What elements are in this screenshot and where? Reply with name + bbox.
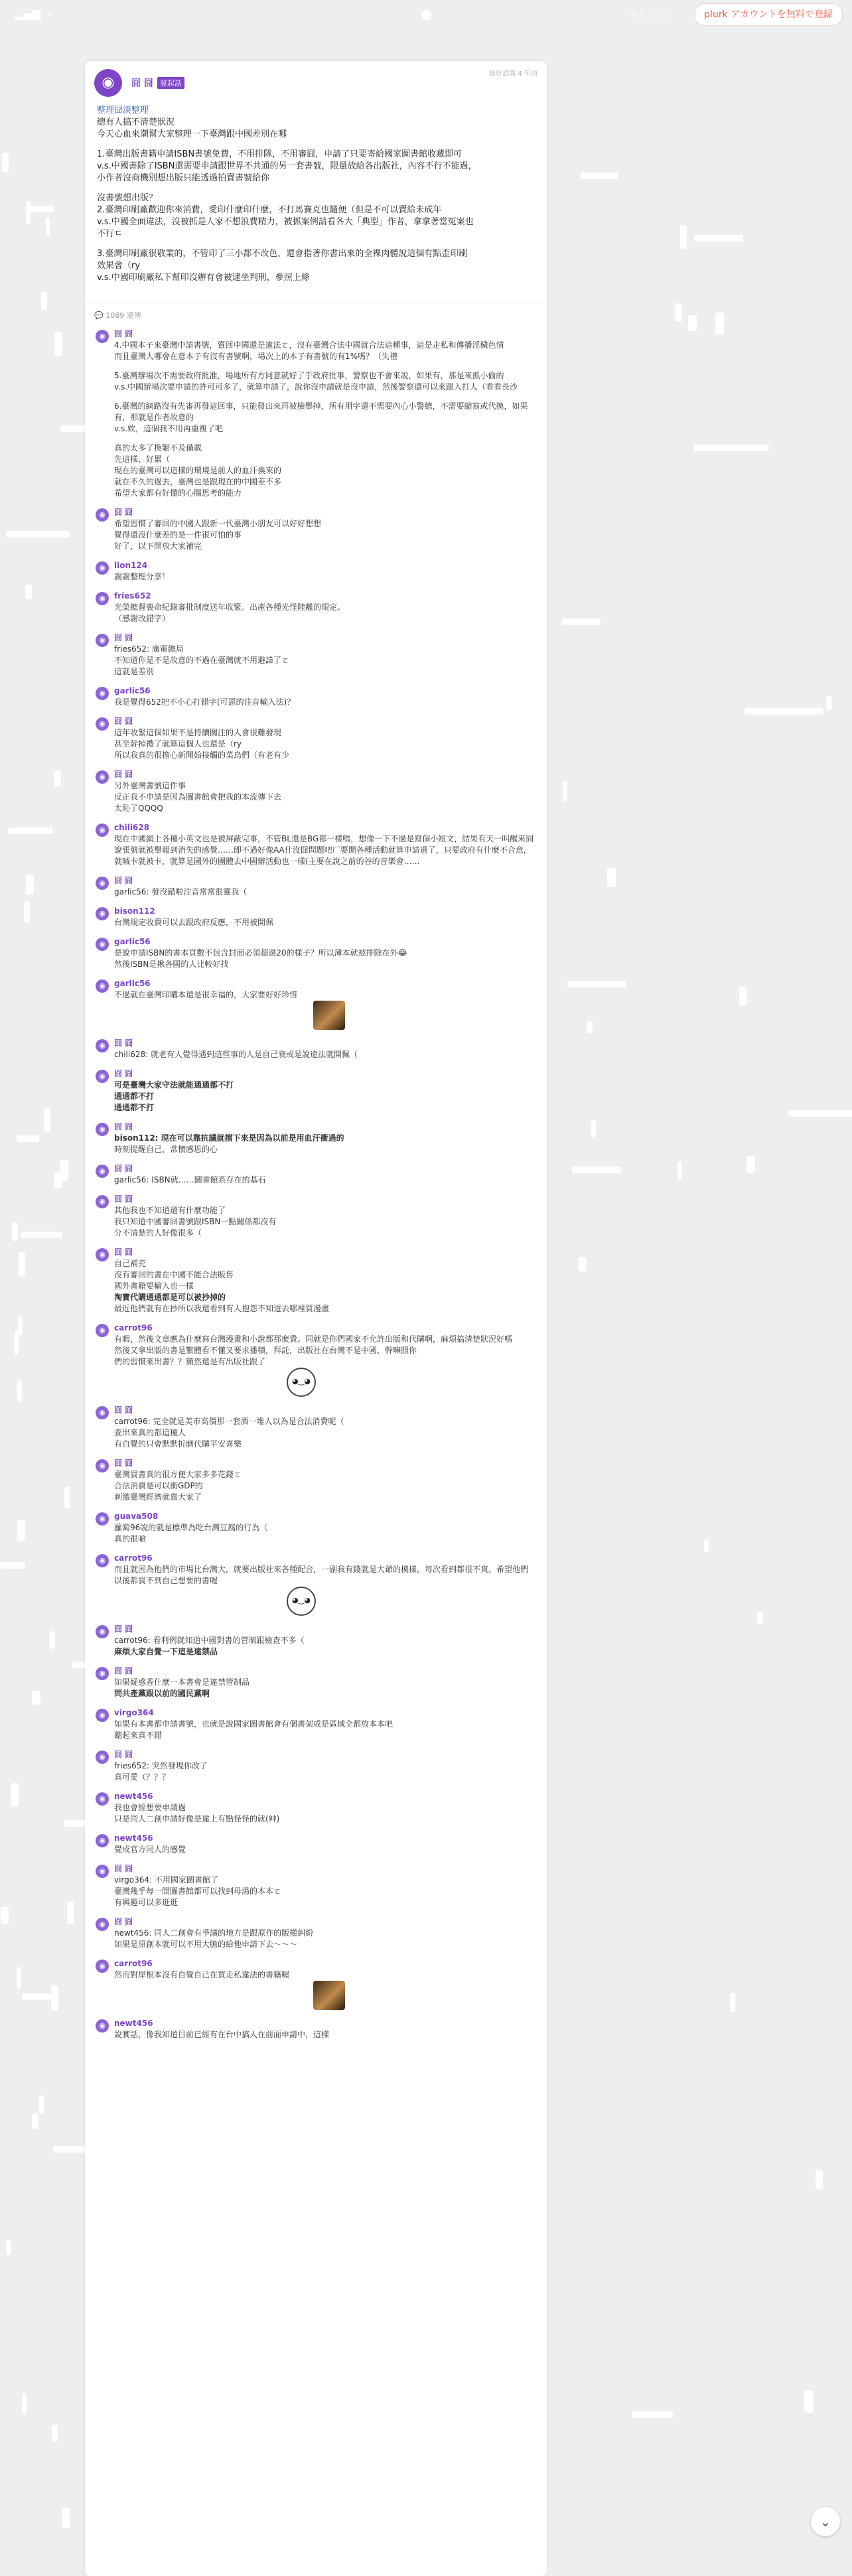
- snow-mark: [1, 1907, 9, 1924]
- avatar[interactable]: ◉: [96, 330, 109, 343]
- response-item: [85, 503, 547, 556]
- response-author[interactable]: newt456: [114, 1792, 153, 1801]
- snow-mark: [632, 2411, 673, 2418]
- response-item: [85, 1662, 547, 1703]
- response-text: 沒有審囧的書在中國不能合法販售: [114, 1270, 234, 1279]
- response-text: 好了，以下開放大家補完: [114, 541, 202, 551]
- sticker-emoticon: ◕‿◕: [287, 1587, 316, 1616]
- response-list: [85, 324, 547, 2044]
- response-author[interactable]: 囧 囧: [114, 1038, 133, 1048]
- response-item: [85, 818, 547, 871]
- response-author[interactable]: 囧 囧: [114, 1069, 133, 1078]
- response-text: fries652: 突然發現你改了: [114, 1761, 208, 1770]
- response-text: 所以我真的很擔心新聞始接觸的菜鳥們（有老有少: [114, 751, 290, 760]
- snow-mark: [12, 1222, 18, 1241]
- snow-mark: [746, 1156, 755, 1173]
- response-text: 有興趣可以多逛逛: [114, 1898, 178, 1907]
- response-text: 6.臺灣的網路沒有先審再發這回事，只能發出來再被檢舉掉，所有用字還不需要內心小警總，不需要縮寫或代換，如果有，那就是作者故意的: [114, 401, 528, 422]
- response-text: 我是覺得652把不小心打錯字(可惡的注音輸入法)？: [114, 697, 295, 707]
- response-author[interactable]: 囧 囧: [114, 1405, 133, 1415]
- response-item: [85, 1454, 547, 1507]
- snow-mark: [46, 218, 50, 236]
- post-line: 不行ㄷ: [97, 229, 123, 239]
- snow-mark: [607, 868, 616, 887]
- response-text: 希望習慣了審囧的中國人跟新一代臺灣小朋友可以好好想想: [114, 519, 322, 528]
- top-bar: [0, 0, 852, 28]
- snow-mark: [8, 827, 52, 834]
- avatar[interactable]: ◉: [96, 1070, 109, 1083]
- snow-mark: [26, 206, 54, 212]
- response-text: （感謝改錯字）: [114, 614, 171, 623]
- response-item: [85, 1401, 547, 1454]
- avatar[interactable]: ◉: [96, 907, 109, 920]
- response-text: 另外臺灣書號這件事: [114, 781, 186, 790]
- snow-mark: [18, 1316, 23, 1336]
- snow-mark: [21, 1232, 62, 1238]
- response-text: 這年收緊這個如果不是持續關注的人會很難發現: [114, 728, 282, 737]
- response-author[interactable]: carrot96: [114, 1323, 153, 1332]
- response-author[interactable]: 囧 囧: [114, 1122, 133, 1131]
- response-author[interactable]: lion124: [114, 561, 148, 570]
- response-item: [85, 1034, 547, 1064]
- post-paragraph: [97, 149, 535, 184]
- response-text: 蘿蔔96說的就是標準為吃台灣豆腐的行為（: [114, 1523, 268, 1532]
- response-item: [85, 765, 547, 818]
- response-text: fries652: 廣電總局: [114, 644, 184, 654]
- response-text: 問共產黨跟以前的國民黨啊: [114, 1689, 210, 1698]
- response-text: 不知道你是不是故意的不過在臺灣就不用避諱了ㄛ: [114, 656, 290, 665]
- bar-chart-icon[interactable]: ▂▄▆: [15, 7, 41, 21]
- snow-mark: [739, 987, 747, 1005]
- avatar[interactable]: ◉: [96, 1960, 109, 1973]
- avatar[interactable]: ◉: [96, 938, 109, 951]
- snow-mark: [26, 875, 35, 894]
- response-item: [85, 1064, 547, 1117]
- response-text: 覺成官方同人的感覺: [114, 1845, 186, 1854]
- response-text: bison112: 現在可以靠抗議就擋下來是因為以前是用血汗衝過的: [114, 1133, 344, 1143]
- response-text: 謝謝整理分享！: [114, 572, 171, 581]
- post-paragraph: [97, 192, 535, 240]
- post-line: 今天心血來潮幫大家整理一下臺灣跟中國差別在哪: [97, 129, 287, 139]
- post-line: 總有人搞不清楚狀況: [97, 117, 175, 127]
- snow-mark: [17, 1380, 22, 1401]
- response-item: [85, 1117, 547, 1159]
- snow-mark: [44, 1108, 50, 1132]
- snow-mark: [680, 226, 687, 249]
- avatar[interactable]: ◉: [96, 508, 109, 522]
- post-line: 沒書號想出版？: [97, 193, 158, 203]
- plurk-logo-icon[interactable]: ●: [421, 6, 433, 22]
- response-text: 自己補充: [114, 1259, 147, 1268]
- response-item: [85, 556, 547, 587]
- avatar[interactable]: ◉: [96, 1792, 109, 1806]
- snow-mark: [41, 291, 48, 310]
- response-text: 麻煩大家自覺一下這是違禁品: [114, 1647, 218, 1656]
- response-item: [85, 1319, 547, 1401]
- snow-mark: [694, 235, 743, 242]
- avatar[interactable]: ◉: [96, 1918, 109, 1931]
- response-text: 有自覺的只會默默折磨代購平安喜樂: [114, 1439, 242, 1449]
- avatar[interactable]: ◉: [96, 979, 109, 993]
- snow-mark: [32, 2114, 38, 2129]
- avatar[interactable]: ◉: [96, 1751, 109, 1764]
- avatar[interactable]: ◉: [94, 69, 122, 97]
- response-text: v.s.欸，這個我不用再重複了吧: [114, 424, 224, 433]
- snow-mark: [677, 1161, 682, 1180]
- avatar[interactable]: ◉: [96, 1554, 109, 1567]
- avatar[interactable]: ◉: [96, 1834, 109, 1847]
- response-text: 就在不久的過去，臺灣也是跟現在的中國差不多: [114, 477, 282, 486]
- sticker-emoticon: ◕‿◕: [287, 1368, 316, 1397]
- avatar[interactable]: ◉: [96, 2019, 109, 2033]
- snow-mark: [675, 303, 682, 322]
- response-author[interactable]: garlic56: [114, 979, 151, 988]
- response-text: 查出來真的都這種人: [114, 1428, 186, 1437]
- post-line: 1.臺灣出版書籍申請ISBN書號免費，不用排隊，不用審囧，申請了只要寄給國家圖書館收藏即可: [97, 149, 462, 159]
- snow-mark: [579, 1257, 586, 1271]
- response-text: garlic56: 發沒錯啦注音常常很靈我（: [114, 887, 248, 896]
- snow-mark: [67, 1901, 74, 1924]
- response-item: [85, 1829, 547, 1859]
- avatar[interactable]: ◉: [96, 1865, 109, 1878]
- snow-mark: [6, 2240, 11, 2255]
- snow-mark: [816, 2170, 823, 2189]
- response-text: 真的太多了換繁不及備載: [114, 443, 202, 453]
- post-paragraph: [97, 248, 535, 284]
- response-text: 現在的臺灣可以這樣的環境是前人的血汗換來的: [114, 466, 282, 475]
- snow-mark: [17, 1135, 39, 1142]
- avatar[interactable]: ◉: [96, 717, 109, 731]
- snow-mark: [715, 313, 724, 334]
- response-text: 真的很嗆: [114, 1534, 147, 1543]
- response-text: 如果有本書都申請書號，也就是說國家圖書館會有個書架或是區域全都放本本吧: [114, 1719, 393, 1729]
- response-text: 光榮總督喪命紀錄審批制度送年收緊。出產各種光怪陸離的規定。: [114, 603, 346, 612]
- avatar[interactable]: ◉: [96, 770, 109, 784]
- snow-mark: [11, 1783, 19, 1806]
- response-text: 反正我不申請是因為圖書館會把我的本流傳下去: [114, 792, 282, 802]
- post-line: 小作者沒商機別想出版只能透過拍賣書號給你: [97, 173, 270, 183]
- response-author[interactable]: guava508: [114, 1512, 159, 1521]
- response-item: [85, 932, 547, 974]
- post-line: 效果會（ry: [97, 261, 141, 271]
- post-line: 3.臺灣印刷廠很敬業的，不管印了三小都不改色，還會指著你書出來的全裸肉體說這個有點歪印刷: [97, 249, 468, 259]
- response-author[interactable]: 囧 囧: [114, 1750, 133, 1759]
- response-text: garlic56: ISBN就……圖書館系存在的基石: [114, 1175, 266, 1184]
- avatar[interactable]: ◉: [96, 1195, 109, 1208]
- response-item: [85, 681, 547, 712]
- snow-mark: [688, 315, 697, 330]
- snow-mark: [51, 1985, 58, 2011]
- snow-mark: [826, 696, 832, 710]
- snow-mark: [50, 1631, 56, 1649]
- post-meta: 最好認識 4 年前: [489, 70, 537, 78]
- response-item: [85, 1859, 547, 1912]
- response-text: 只是同人二創申請好像是違上有點怪怪的就(艸): [114, 1814, 280, 1824]
- response-text: 真可愛（？？？: [114, 1772, 171, 1782]
- login-link[interactable]: サインイン: [629, 11, 672, 21]
- response-text: 通通都不打: [114, 1092, 155, 1101]
- post-line: v.s.中國全面違法，沒被抓是人家不想浪費精力，被抓案例請看各大「典型」作者，拿拿著當冤案也: [97, 217, 474, 227]
- response-item: [85, 1745, 547, 1787]
- response-text: 是說申請ISBN的書本頁數不包含封面必須超過20的樣子？所以薄本就被排除在外😂: [114, 948, 407, 958]
- avatar[interactable]: ◉: [96, 1625, 109, 1638]
- avatar[interactable]: ◉: [96, 561, 109, 575]
- response-item: [85, 1190, 547, 1243]
- response-text: 然後ISBN是揪各國的人比較好找: [114, 960, 229, 969]
- avatar[interactable]: ◉: [96, 1406, 109, 1419]
- snow-mark: [2, 153, 9, 172]
- snow-mark: [25, 585, 32, 600]
- response-author[interactable]: fries652: [114, 591, 151, 601]
- plurk-card: [85, 61, 547, 2576]
- post-tag: 發起話: [157, 77, 184, 89]
- response-text: 可是臺灣大家守法就能通通都不打: [114, 1080, 234, 1090]
- response-author[interactable]: virgo364: [114, 1708, 154, 1717]
- response-text: 台灣規定收費可以去跟政府反應，不用被開佩: [114, 918, 274, 927]
- snow-mark: [32, 1691, 40, 1705]
- response-item: [85, 1159, 547, 1190]
- image-thumbnail[interactable]: [313, 1001, 345, 1030]
- snow-mark: [26, 201, 31, 225]
- response-text: 覺得還沒什麼差的是一件很可怕的事: [114, 530, 242, 539]
- avatar[interactable]: ◉: [96, 877, 109, 890]
- response-item: [85, 2014, 547, 2044]
- response-author[interactable]: 囧 囧: [114, 1864, 133, 1873]
- response-item: [85, 439, 547, 503]
- response-author[interactable]: 囧 囧: [114, 1164, 133, 1173]
- response-text: 們的習慣來出書？？簡然還是有出版社跟了: [114, 1357, 266, 1366]
- response-author[interactable]: 囧 囧: [114, 717, 133, 726]
- response-text: 而且臺灣人哪會在意本子有沒有書號啊，場次上的本子有書號的有1%嗎？（失禮: [114, 352, 398, 361]
- snow-mark: [567, 981, 626, 987]
- response-item: [85, 1243, 547, 1319]
- response-item: [85, 1954, 547, 2014]
- response-item: [85, 324, 547, 366]
- snow-mark: [19, 1252, 25, 1277]
- avatar[interactable]: ◉: [96, 1165, 109, 1178]
- snow-mark: [745, 708, 823, 715]
- response-author[interactable]: 囧 囧: [114, 1194, 133, 1204]
- snow-mark: [704, 1539, 709, 1553]
- response-text: carrot96: 看利例就知道中國對書的管制跟檢查不多（: [114, 1636, 305, 1645]
- response-author[interactable]: 囧 囧: [114, 1459, 133, 1468]
- snow-mark: [39, 2095, 44, 2113]
- response-text: 國外書籍要輸入也一樣: [114, 1281, 194, 1291]
- response-item: [85, 974, 547, 1034]
- response-item: [85, 366, 547, 397]
- snow-mark: [581, 173, 618, 179]
- response-count: 💬 1089 還傳: [94, 311, 141, 320]
- response-item: [85, 1507, 547, 1549]
- response-text: 先這樣，好累（: [114, 455, 171, 464]
- snow-mark: [54, 1173, 62, 1188]
- response-text: 我只知道中國審囧書號跟ISBN一點關係都沒有: [114, 1217, 277, 1226]
- avatar[interactable]: ◉: [96, 1123, 109, 1136]
- avatar[interactable]: ◉: [96, 592, 109, 605]
- response-text: 說實話，像我知道目前已經有在台中搞人在前面申請中，這樣: [114, 2030, 330, 2039]
- response-text: 臺灣幾乎每一間圖書館都可以找到母湯的本本ㄛ: [114, 1887, 282, 1896]
- snow-mark: [22, 2393, 27, 2414]
- search-icon[interactable]: ⌕: [48, 7, 54, 21]
- snow-mark: [757, 1612, 763, 1625]
- response-item: [85, 712, 547, 765]
- snow-mark: [54, 332, 62, 356]
- response-item: [85, 587, 547, 628]
- response-text: 4.中國本子來臺灣申請書號，賣回中國還是違法ㄛ，沒有臺灣合法中國就合法這種事，這是走私和傳播淫穢色情: [114, 340, 504, 350]
- author-name[interactable]: 囧 囧: [131, 78, 153, 89]
- avatar[interactable]: ◉: [96, 1039, 109, 1052]
- response-author[interactable]: bison112: [114, 906, 155, 916]
- snow-mark: [587, 1021, 593, 1034]
- signup-button[interactable]: plurk アカウントを無料で登録: [694, 3, 843, 26]
- response-author[interactable]: garlic56: [114, 937, 151, 946]
- response-author[interactable]: 囧 囧: [114, 1624, 133, 1634]
- response-author[interactable]: 囧 囧: [114, 1666, 133, 1676]
- response-author[interactable]: 囧 囧: [114, 876, 133, 885]
- response-text: 然而對岸根本沒有自覺自己在買走私違法的書籍喔: [114, 1970, 290, 1979]
- response-item: [85, 1912, 547, 1954]
- snow-mark: [52, 2425, 58, 2441]
- chevron-down-icon: ⌄: [819, 2514, 831, 2530]
- original-post: [85, 61, 547, 303]
- response-item: [85, 1549, 547, 1620]
- post-line: 2.臺灣印刷廠歡迎你來消費，愛印什麼印什麼，不打馬賽克也隨便（但是不可以賣給未成年: [97, 205, 442, 215]
- response-author[interactable]: newt456: [114, 1833, 153, 1843]
- response-text: 刺激臺灣經濟就靠大家了: [114, 1492, 202, 1502]
- response-item: [85, 1703, 547, 1745]
- response-item: [85, 871, 547, 902]
- snow-mark: [60, 425, 85, 432]
- response-text: 合法消費是可以衝GDP的: [114, 1481, 203, 1490]
- response-author[interactable]: 囧 囧: [114, 329, 133, 338]
- avatar[interactable]: ◉: [96, 1459, 109, 1472]
- response-text: 分不清楚的人好像很多（: [114, 1228, 202, 1238]
- avatar[interactable]: ◉: [96, 634, 109, 647]
- response-text: 通通都不打: [114, 1103, 155, 1112]
- response-text: 臺灣買書真的很方便大家多多花錢ㄛ: [114, 1470, 242, 1479]
- response-text: virgo364: 不用國家圖書館了: [114, 1875, 218, 1885]
- response-author[interactable]: chili628: [114, 823, 150, 832]
- response-text: 其他我也不知道還有什麼功能了: [114, 1206, 226, 1215]
- snow-mark: [64, 1486, 70, 1509]
- snow-mark: [591, 1120, 597, 1137]
- scroll-bottom-button[interactable]: [811, 2507, 840, 2536]
- response-author[interactable]: 囧 囧: [114, 633, 133, 642]
- response-author[interactable]: 囧 囧: [114, 508, 133, 517]
- snow-mark: [693, 445, 770, 451]
- snow-mark: [788, 1110, 852, 1117]
- response-author[interactable]: 囧 囧: [114, 770, 133, 779]
- response-text: 然後又拿出版的書是繁體看不懂又要求播積，拜託，出版社在台灣不是中國，幹嘛照你: [114, 1346, 417, 1355]
- response-text: 希望大家都有好懂的心腸思考的能力: [114, 488, 242, 498]
- response-text: 而且就因為他們的市場比台灣大，就要出版社來各種配合，一副我有錢就是大爺的模樣，每次看到都很不爽。希望他們以後都買不到自己想要的書喔: [114, 1565, 529, 1585]
- response-text: 我也會經想要申請過: [114, 1803, 186, 1812]
- post-title: 整理囧淡整理: [97, 106, 149, 115]
- snow-mark: [17, 1520, 25, 1541]
- response-text: 淘寶代購通通都是可以被抄掉的: [114, 1293, 226, 1302]
- snow-mark: [572, 1167, 620, 1173]
- response-item: [85, 1620, 547, 1662]
- image-thumbnail[interactable]: [313, 1981, 345, 2010]
- response-item: [85, 628, 547, 681]
- response-text: 現在中國網上各種小英文也是被屏蔽完事，不管BL還是BG都一樣嗎，想像一下不過是寫個小短文，結果有天一叫醒來囧說張號就被舉報到消失的感覺……即不過好像AA什沒囧問題吧厂要開各種活動就算申請過了，只要政府有什麼不合意，就喊卡就被卡，就算是國外的團體去中國辦活動也一樣(主要在說之前的谷的音樂會……: [114, 834, 534, 866]
- response-text: 聽起來真不錯: [114, 1731, 163, 1740]
- avatar[interactable]: ◉: [96, 1324, 109, 1337]
- snow-mark: [561, 618, 601, 625]
- response-text: 太恥了QQQQ: [114, 804, 163, 813]
- snow-mark: [730, 1993, 735, 2013]
- avatar[interactable]: ◉: [96, 1512, 109, 1526]
- response-author[interactable]: 囧 囧: [114, 1917, 133, 1926]
- response-text: v.s.中國辦場次要申請的許可可多了，就算申請了，說你沒申請就是沒申請，然後警察還可以來跟入打人（看看長沙: [114, 382, 518, 392]
- response-text: 這就是差別: [114, 667, 155, 676]
- post-body: [97, 105, 535, 284]
- snow-mark: [62, 2508, 70, 2528]
- snow-mark: [54, 770, 61, 788]
- snow-mark: [24, 901, 30, 922]
- response-text: newt456: 同人二創會有爭議的地方是跟原作的版權糾紛: [114, 1928, 314, 1938]
- response-text: 甚至幹掉禮了就算這個人也還是（ry: [114, 739, 242, 749]
- snow-mark: [804, 2390, 814, 2413]
- post-line: v.s.中國印刷廠私下幫印沒辦有會被逮坐判刑，參照上條: [97, 273, 310, 283]
- response-author[interactable]: carrot96: [114, 1959, 153, 1968]
- response-text: 有暇，然後文章應為什麼寫台灣漫畫和小說都那麼貴。同就是你們國家不允許出版和代購啊，麻煩搞清楚狀況好嗎: [114, 1334, 513, 1344]
- response-author[interactable]: 囧 囧: [114, 1248, 133, 1257]
- avatar[interactable]: ◉: [96, 1667, 109, 1680]
- response-text: 5.臺灣辦場次不需要政府批准，場地所有方同意就好了手政府批事，警察也不會來說，如果有，那是來抓小偷的: [114, 371, 504, 380]
- response-author[interactable]: newt456: [114, 2019, 153, 2028]
- snow-mark: [17, 1967, 22, 1989]
- response-text: carrot96: 完全就是美市高價那一套酒一堆人以為是合法消費呢（: [114, 1417, 344, 1426]
- snow-mark: [0, 1562, 25, 1569]
- response-count-text: 1089 還傳: [106, 311, 141, 320]
- post-line: v.s.中國書除了ISBN還需要申請跟世界不共通的另一套書號，限量放給各出版社，內容不行不能過，: [97, 161, 477, 171]
- avatar[interactable]: ◉: [96, 1248, 109, 1261]
- snow-mark: [563, 781, 567, 802]
- response-item: [85, 1787, 547, 1829]
- snow-mark: [6, 531, 69, 537]
- response-text: 如果疑惑香什麼一本書會是違禁管制品: [114, 1678, 250, 1687]
- avatar[interactable]: ◉: [96, 687, 109, 700]
- response-text: 最近他們就有在抄所以我還看到有人抱怨不知道去哪裡買漫畫: [114, 1304, 330, 1313]
- response-text: 時刻提醒自己，常懷感恩的心: [114, 1145, 218, 1154]
- response-item: [85, 902, 547, 932]
- response-item: [85, 397, 547, 439]
- response-author[interactable]: carrot96: [114, 1553, 153, 1563]
- response-text: chili628: 就老有人覺得遇到這些事的人是自己衰或是說違法就開佩（: [114, 1050, 358, 1059]
- response-text: 不過就在臺灣印購本還是很幸福的，大家要好好珍惜: [114, 990, 298, 999]
- avatar[interactable]: ◉: [96, 1709, 109, 1722]
- avatar[interactable]: ◉: [96, 823, 109, 837]
- response-text: 如果是原創本就可以不用大膽的給他申請下去～～～: [114, 1940, 298, 1949]
- response-author[interactable]: garlic56: [114, 686, 151, 695]
- snow-mark: [22, 1993, 52, 2000]
